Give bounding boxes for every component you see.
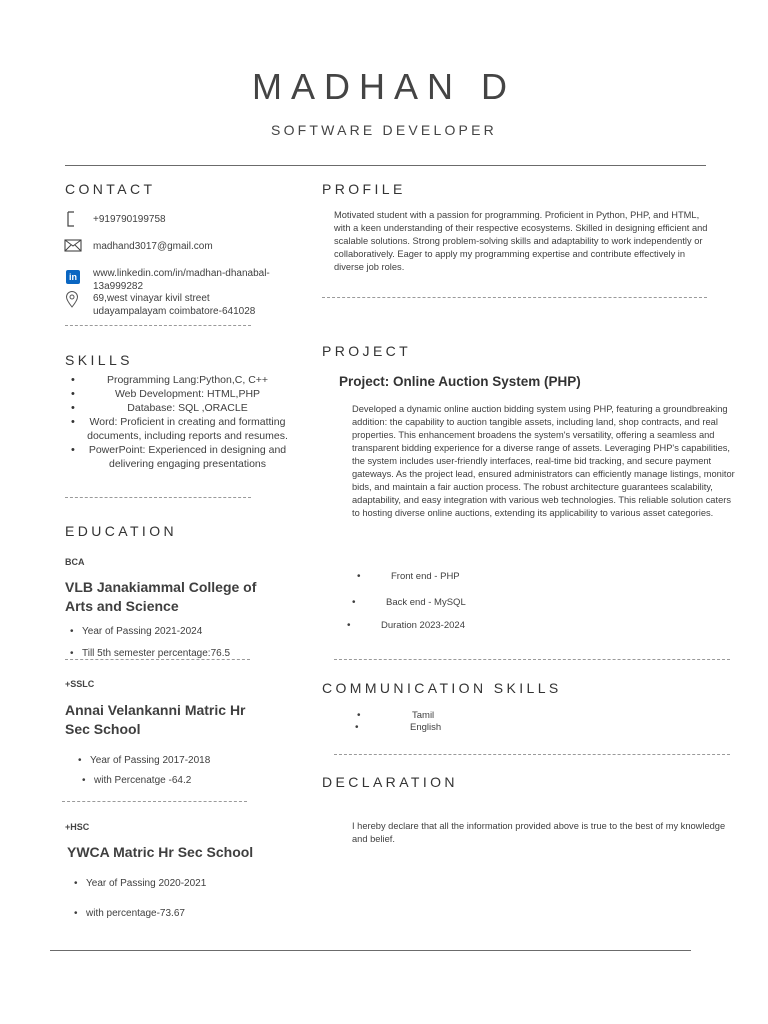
edu-school-hsc: YWCA Matric Hr Sec School <box>67 844 254 860</box>
skills-list <box>86 373 289 471</box>
address-line-1: 69,west vinayar kivil street <box>93 293 210 304</box>
language-item: • English <box>410 722 441 733</box>
skill-item: • Programming Lang:Python,C, C++ <box>86 373 289 387</box>
phone-icon <box>64 211 82 227</box>
profile-divider <box>322 297 707 298</box>
edu-level-sslc: +SSLC <box>65 679 95 689</box>
linkedin-line-1: www.linkedin.com/in/madhan-dhanabal- <box>93 268 270 279</box>
edu-school-sslc: Annai Velankanni Matric Hr Sec School <box>65 702 246 737</box>
edu-item: • Year of Passing 2021-2024 <box>82 626 202 637</box>
edu-item: • with Percenatge -64.2 <box>94 775 191 786</box>
profile-text: Motivated student with a passion for programming. Proficient in Python, PHP, and HTML, with a keen understanding of their respective ecosystems. Skilled in designing efficient and scalable solutions. Strong problem-solving skills and adaptability to work independently or collaboratively. Eager to apply my programming expertise and contribute effectively in diverse job roles. <box>334 210 708 272</box>
contact-email[interactable]: madhand3017@gmail.com <box>93 241 213 252</box>
language-item: • Tamil <box>412 710 434 721</box>
linkedin-icon: in <box>66 270 80 284</box>
profile-heading: PROFILE <box>322 181 406 197</box>
header-divider <box>65 165 706 166</box>
project-item: • Duration 2023-2024 <box>381 620 465 631</box>
edu-level-bca: BCA <box>65 557 85 567</box>
edu-divider-1 <box>65 659 250 660</box>
skill-item: • PowerPoint: Experienced in designing and delivering engaging presentations <box>86 443 289 471</box>
skill-item: • Word: Proficient in creating and formatting documents, including reports and resumes. <box>86 415 289 443</box>
edu-item: • Year of Passing 2017-2018 <box>90 755 210 766</box>
job-title: SOFTWARE DEVELOPER <box>271 122 497 138</box>
edu-item: • with percentage-73.67 <box>86 908 185 919</box>
project-item: • Front end - PHP <box>391 571 460 582</box>
communication-divider <box>334 754 730 755</box>
project-divider <box>334 659 730 660</box>
skill-item: • Database: SQL ,ORACLE <box>86 401 289 415</box>
linkedin-line-2: 13a999282 <box>93 281 144 292</box>
edu-divider-2 <box>62 801 247 802</box>
edu-level-hsc: +HSC <box>65 822 90 832</box>
mail-icon <box>64 239 82 255</box>
project-title: Project: Online Auction System (PHP) <box>339 374 581 389</box>
footer-divider <box>50 950 691 951</box>
project-heading: PROJECT <box>322 343 412 359</box>
contact-linkedin[interactable] <box>93 267 270 293</box>
skills-heading: SKILLS <box>65 352 133 368</box>
contact-heading: CONTACT <box>65 181 156 197</box>
skills-divider <box>65 497 251 498</box>
edu-item: • Till 5th semester percentage:76.5 <box>82 648 230 659</box>
project-item: • Back end - MySQL <box>386 597 466 608</box>
resume-name: MADHAN D <box>251 66 516 107</box>
project-description: Developed a dynamic online auction bidding system using PHP, featuring a groundbreaking addition: the capability to auction tangible assets, including land, shop contracts, and real properties. This enhancement broadens the system's versatility, offering a seamless and transparent bidding experience for a diverse range of assets. Leveraging PHP's capabilities, the system includes user-friendly interfaces, real-time bid tracking, and secure payment gateways. As the project lead, ensured administrators can efficiently manage listings, monitor bids, and maintain a fair auction process. The robust architecture guarantees scalability, adaptability, and easy integration with various web technologies. This reliable solution caters to hosting diverse online auctions, extending its applicability to various asset categories. <box>352 404 735 518</box>
edu-school-bca: VLB Janakiammal College of Arts and Science <box>65 579 257 614</box>
skill-item: • Web Development: HTML,PHP <box>86 387 289 401</box>
contact-divider <box>65 325 251 326</box>
location-pin-icon <box>65 291 83 307</box>
address-line-2: udayampalayam coimbatore-641028 <box>93 306 256 317</box>
contact-address <box>93 292 255 318</box>
edu-item: • Year of Passing 2020-2021 <box>86 878 206 889</box>
declaration-text: I hereby declare that all the information provided above is true to the best of my knowledge and belief. <box>352 821 726 844</box>
contact-phone[interactable]: +919790199758 <box>93 214 166 225</box>
declaration-heading: DECLARATION <box>322 774 458 790</box>
education-heading: EDUCATION <box>65 523 178 539</box>
communication-heading: COMMUNICATION SKILLS <box>322 680 562 696</box>
